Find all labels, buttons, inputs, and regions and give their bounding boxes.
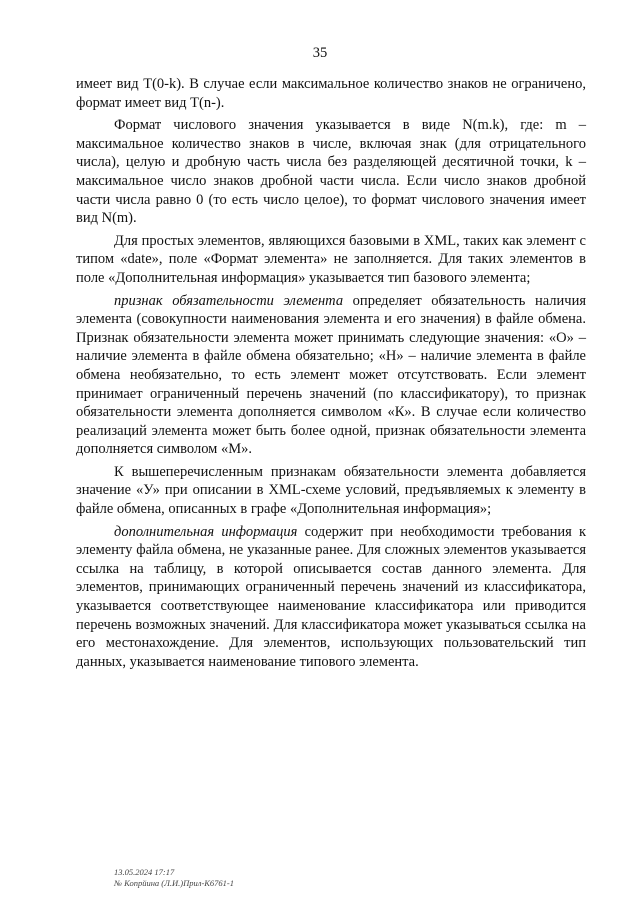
paragraph-6 <box>76 523 586 672</box>
paragraph-4 <box>76 292 586 459</box>
paragraph-1 <box>76 75 586 112</box>
document-body <box>76 75 586 671</box>
paragraph-6-lead: дополнительная информация <box>114 523 298 540</box>
paragraph-6-text: содержит при необходимости требования к элементу файла обмена, не указанные ранее. Для сложных элементов указывается ссылка на таблицу, в которой описывается состав данного элемента. Для элементов, принимающих ограниченный перечень значений из классификатора, указывается соответствующее наименование классификатора или приводится перечень возможных значений. Для классификатора может указываться ссылка на его местонахождение. Для элементов, использующих пользовательский тип данных, указывается наименование типового элемента. <box>76 523 586 670</box>
paragraph-5-text: К вышеперечисленным признакам обязательности элемента добавляется значение «У» при описании в XML-схеме условий, предъявляемых к элементу в файле обмена, описанных в графе «Дополнительная информация»; <box>76 463 586 518</box>
stamp-date: 13.05.2024 17:17 <box>114 867 175 877</box>
paragraph-3 <box>76 232 586 288</box>
paragraph-4-lead: признак обязательности элемента <box>114 292 344 309</box>
paragraph-3-text: Для простых элементов, являющихся базовыми в XML, таких как элемент с типом «date», поле «Формат элемента» не заполняется. Для таких элементов в поле «Дополнительная информация» указывается тип базового элемента; <box>76 232 586 286</box>
paragraph-2 <box>76 116 586 228</box>
paragraph-2-text: Формат числового значения указывается в виде N(m.k), где: m – максимальное количество знаков в числе, включая знак (для отрицательного числа), целую и дробную часть числа без разделяющей десятичной точки, k – максимальное число знаков дробной части числа. Если число знаков дробной части числа равно 0 (то есть число целое), то формат числового значения имеет вид N(m). <box>76 117 586 227</box>
page-number: 35 <box>312 45 328 61</box>
paragraph-5 <box>76 463 586 519</box>
paragraph-1-text: имеет вид T(0-k). В случае если максимальное количество знаков не ограничено, формат имеет вид T(n-). <box>76 76 586 111</box>
registration-stamp <box>114 867 234 889</box>
stamp-number: № Копрйина (Л.И.)Прил-К6761-1 <box>114 878 235 888</box>
paragraph-4-text: определяет обязательность наличия элемента (совокупности наименования элемента и его значения) в файле обмена. Признак обязательности элемента может принимать следующие значения: «О» – наличие элемента в файле обмена обязательно; «Н» – наличие элемента в файле обмена необязательно, то есть элемент может отсутствовать. Если элемент принимает ограниченный перечень значений (по классификатору), то признак обязательности элемента дополняется символом «К». В случае если количество реализаций элемента может быть более одной, признак обязательности элемента дополняется символом «М». <box>76 292 586 458</box>
